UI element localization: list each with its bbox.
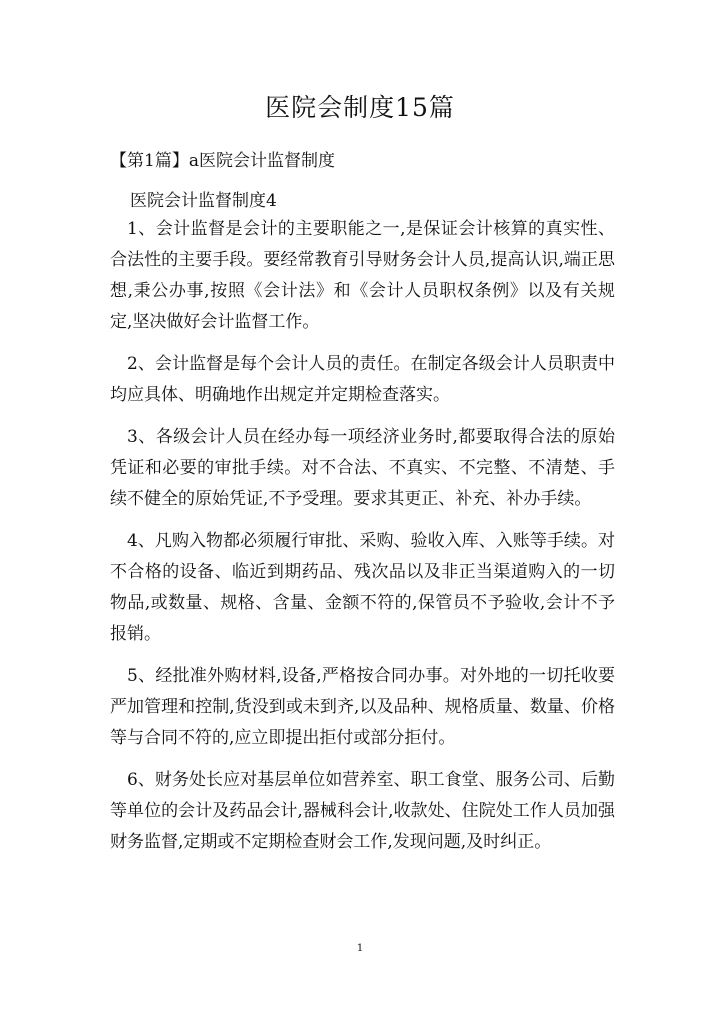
paragraph-4: 4、凡购入物都必须履行审批、采购、验收入库、入账等手续。对不合格的设备、临近到期药品、残次品以及非正当渠道购入的一切物品,或数量、规格、含量、金额不符的,保管员不予验收,会计不予报销。	[110, 531, 615, 644]
paragraph-5: 5、经批准外购材料,设备,严格按合同办事。对外地的一切托收要严加管理和控制,货没到或未到齐,以及品种、规格质量、数量、价格等与合同不符的,应立即提出拒付或部分拒付。	[110, 666, 615, 748]
paragraph-2: 2、会计监督是每个会计人员的责任。在制定各级会计人员职责中均应具体、明确地作出规定并定期检查落实。	[110, 354, 615, 405]
page-number: 1	[356, 943, 364, 954]
paragraph-1: 1、会计监督是会计的主要职能之一,是保证会计核算的真实性、合法性的主要手段。要经常教育引导财务会计人员,提高认识,端正思想,秉公办事,按照《会计法》和《会计人员职权条例》以及有关规定,坚决做好会计监督工作。	[110, 219, 615, 332]
document-title: 医院会制度15篇	[265, 93, 455, 122]
subheading: 医院会计监督制度4	[130, 191, 277, 211]
paragraph-6: 6、财务处长应对基层单位如营养室、职工食堂、服务公司、后勤等单位的会计及药品会计,器械科会计,收款处、住院处工作人员加强财务监督,定期或不定期检查财会工作,发现问题,及时纠正。	[110, 770, 615, 852]
section-heading: 【第1篇】a医院会计监督制度	[110, 151, 335, 171]
paragraph-3: 3、各级会计人员在经办每一项经济业务时,都要取得合法的原始凭证和必要的审批手续。对不合法、不真实、不完整、不清楚、手续不健全的原始凭证,不予受理。要求其更正、补充、补办手续。	[110, 427, 615, 509]
document-body	[110, 214, 615, 869]
